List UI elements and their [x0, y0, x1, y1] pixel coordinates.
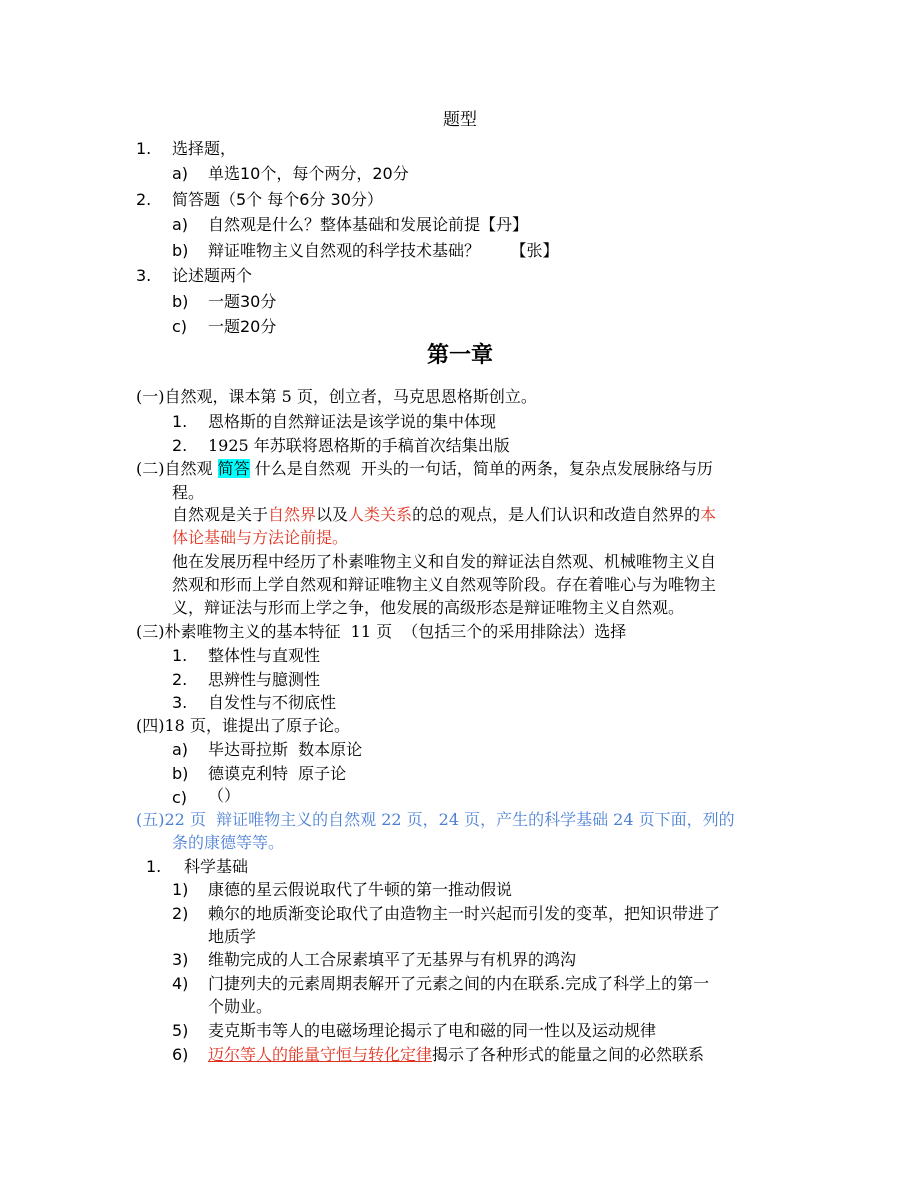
list-number: a) [172, 740, 189, 759]
list-item: 整体性与直观性 [208, 646, 321, 665]
definition-line: 自然观是关于自然界以及人类关系的总的观点，是人们认识和改造自然界的本 [172, 505, 717, 524]
list-item: 麦克斯韦等人的电磁场理论揭示了电和磁的同一性以及运动规律 [208, 1021, 657, 1040]
list-item: 论述题两个 [172, 266, 253, 285]
red-term: 人类关系 [348, 505, 413, 524]
list-item: 迈尔等人的能量守恒与转化定律揭示了各种形式的能量之间的必然联系 [208, 1045, 705, 1064]
list-number: 1. [136, 139, 152, 158]
list-item: 简答题（5个 每个6分 30分） [172, 190, 383, 209]
list-item: 一题20分 [208, 317, 277, 336]
list-item: 恩格斯的自然辩证法是该学说的集中体现 [208, 412, 497, 431]
list-item-continued: 地质学 [208, 927, 257, 946]
list-number: b) [172, 292, 189, 311]
paragraph-line: 他在发展历程中经历了朴素唯物主义和自发的辩证法自然观、机械唯物主义自 [172, 552, 717, 571]
list-number: 3) [172, 950, 189, 969]
highlight-tag: 简答 [217, 459, 250, 478]
list-number: c) [172, 317, 188, 336]
red-term: 本 [700, 505, 717, 524]
section-title-question-types: 题型 [443, 110, 477, 130]
list-item: 赖尔的地质渐变论取代了由造物主一时兴起而引发的变革，把知识带进了 [208, 904, 721, 923]
list-number: 1. [172, 646, 188, 665]
paragraph-line: 然观和形而上学自然观和辩证唯物主义自然观等阶段。存在着唯心与为唯物主 [172, 575, 717, 594]
paragraph-line: 程。 [172, 483, 205, 502]
list-number: a) [172, 215, 189, 234]
chapter-title: 第一章 [426, 342, 493, 368]
list-item: 门捷列夫的元素周期表解开了元素之间的内在联系.完成了科学上的第一 [208, 974, 710, 993]
list-number: 3. [172, 693, 188, 712]
list-item: 选择题， [172, 139, 237, 158]
list-number: 5) [172, 1021, 189, 1040]
section-head-4: (四)18 页，谁提出了原子论。 [136, 716, 350, 735]
list-item: 单选10个，每个两分，20分 [208, 164, 409, 183]
list-item: 毕达哥拉斯 数本原论 [208, 740, 363, 759]
definition-line-red: 体论基础与方法论前提。 [172, 528, 349, 547]
list-number: 1. [172, 412, 188, 431]
list-item: 自发性与不彻底性 [208, 693, 337, 712]
section-head-2: (二)自然观 简答 什么是自然观 开头的一句话，简单的两条，复杂点发展脉络与历 [136, 459, 713, 478]
list-number: 3. [136, 266, 152, 285]
list-number: 2) [172, 904, 189, 923]
list-item: 德谟克利特 原子论 [208, 764, 347, 783]
list-number: 4) [172, 974, 189, 993]
list-number: b) [172, 764, 189, 783]
paragraph-line-blue: 条的康德等等。 [172, 833, 285, 852]
paragraph-line: 义，辩证法与形而上学之争，他发展的高级形态是辩证唯物主义自然观。 [172, 598, 685, 617]
list-number: c) [172, 788, 188, 807]
list-number: 2. [172, 436, 188, 455]
list-number: b) [172, 241, 189, 260]
list-number: 2. [172, 670, 188, 689]
list-item: 自然观是什么？整体基础和发展论前提【丹】 [208, 215, 529, 234]
list-item: 康德的星云假说取代了牛顿的第一推动假说 [208, 880, 513, 899]
list-item: （） [208, 786, 241, 805]
list-item: 思辨性与臆测性 [208, 670, 321, 689]
list-item-continued: 个勋业。 [208, 997, 273, 1016]
list-item: 1925 年苏联将恩格斯的手稿首次结集出版 [208, 436, 510, 455]
list-item: 维勒完成的人工合尿素填平了无基界与有机界的鸿沟 [208, 950, 577, 969]
list-number: 1) [172, 880, 189, 899]
section-head-1: (一)自然观，课本第 5 页，创立者，马克思恩格斯创立。 [136, 387, 537, 406]
list-number: a) [172, 164, 189, 183]
list-number: 6) [172, 1045, 189, 1064]
list-number: 2. [136, 190, 152, 209]
subsection-title: 科学基础 [184, 857, 249, 876]
list-item: 一题30分 [208, 292, 277, 311]
list-item: 辩证唯物主义自然观的科学技术基础？ 【张】 [208, 241, 559, 260]
section-head-3: (三)朴素唯物主义的基本特征 11 页 （包括三个的采用排除法）选择 [136, 622, 627, 641]
section-head-5: (五)22 页 辩证唯物主义的自然观 22 页，24 页，产生的科学基础 24 页下面，列的 [136, 810, 735, 829]
list-number: 1. [146, 857, 162, 876]
underlined-red-term: 迈尔等人的能量守恒与转化定律 [208, 1045, 433, 1064]
red-term: 自然界 [268, 505, 317, 524]
